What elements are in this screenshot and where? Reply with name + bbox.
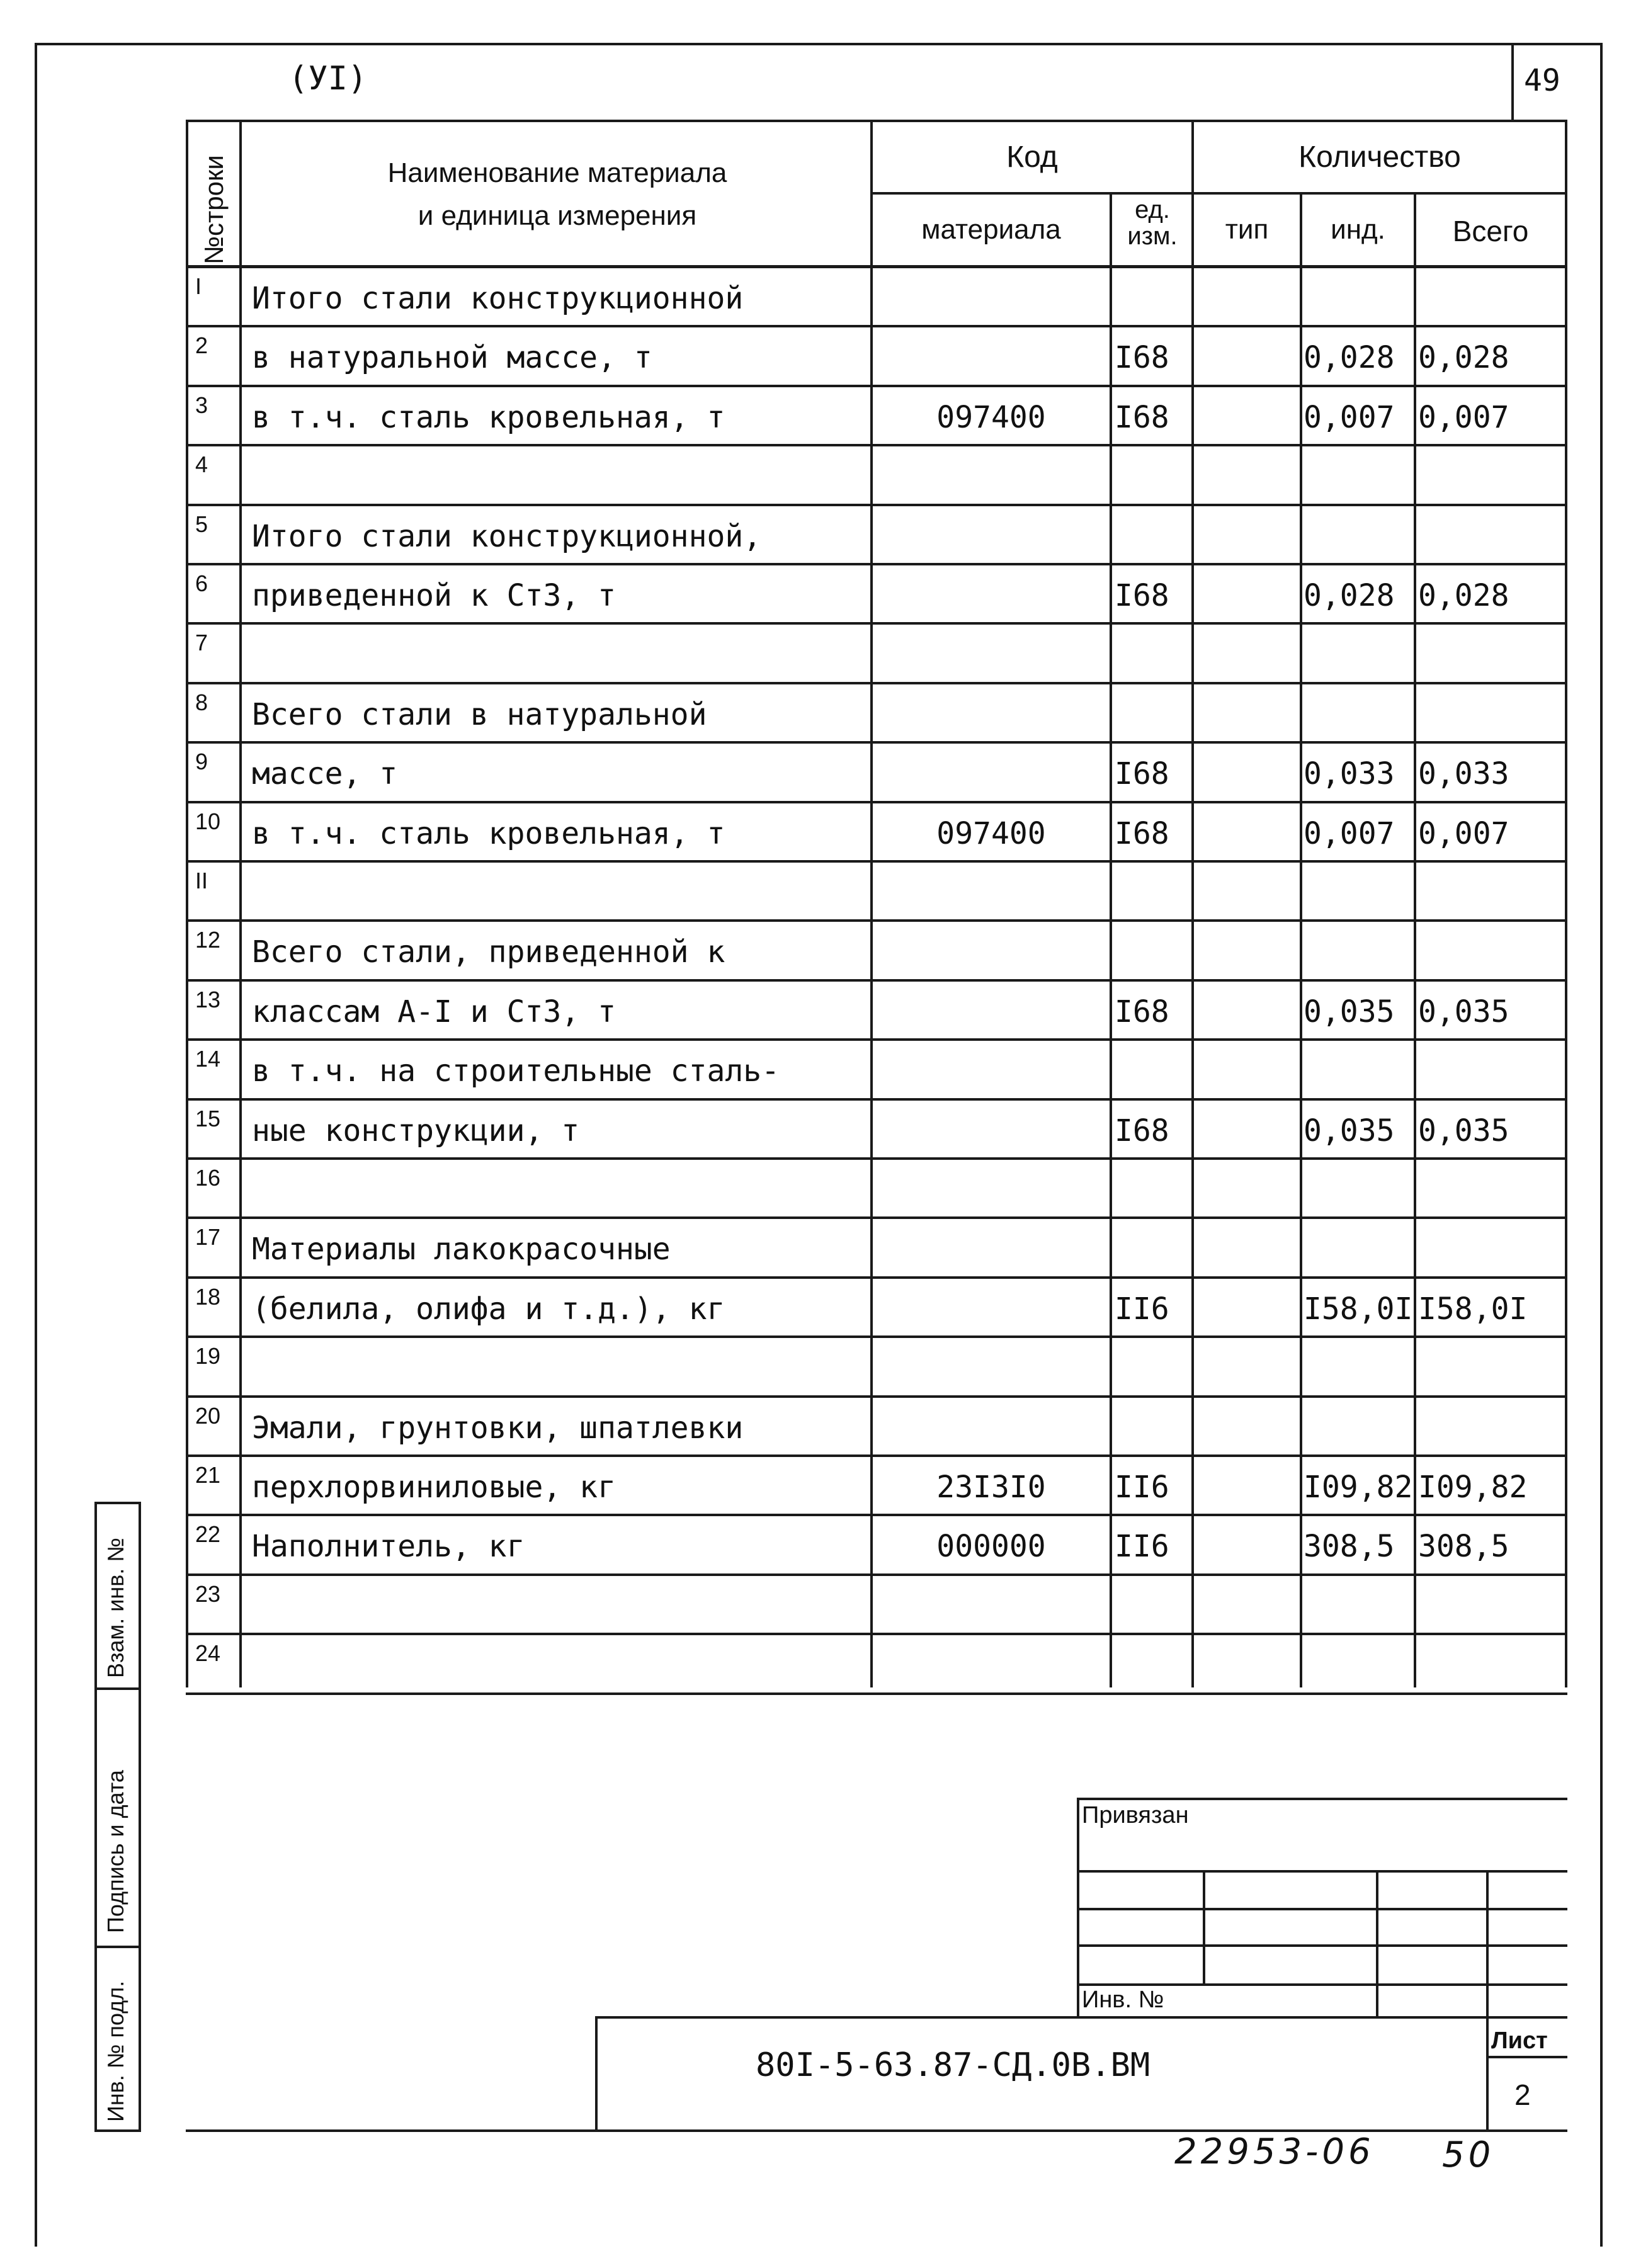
frame-left <box>35 43 37 2247</box>
row-line <box>186 1692 1567 1695</box>
title-top <box>595 2016 1567 2019</box>
row-line <box>186 1633 1567 1635</box>
handwritten-number: 22953-06 <box>1174 2131 1375 2172</box>
row-name: Материалы лакокрасочные <box>252 1232 671 1267</box>
priv-top <box>1077 1798 1567 1800</box>
row-line <box>186 385 1567 387</box>
row-line <box>186 741 1567 744</box>
row-number: 20 <box>195 1402 221 1429</box>
header-name-line2: и единица измерения <box>418 200 697 231</box>
row-unit: II6 <box>1115 1291 1169 1327</box>
row-unit: I68 <box>1115 578 1169 613</box>
row-line <box>186 860 1567 863</box>
row-code: 097400 <box>936 815 1046 851</box>
side-stamp-left <box>94 1502 97 2131</box>
row-total: 0,035 <box>1418 994 1509 1029</box>
row-name: массе, т <box>252 756 398 792</box>
row-number: 17 <box>195 1224 221 1250</box>
row-unit: I68 <box>1115 399 1169 435</box>
row-number: 14 <box>195 1046 221 1072</box>
row-total: I09,82 <box>1418 1470 1528 1505</box>
hdr-top <box>186 120 1567 122</box>
side-stamp-div2 <box>94 1946 141 1948</box>
row-line <box>186 979 1567 982</box>
header-name-line1: Наименование материала <box>387 157 727 188</box>
row-name: в натуральной массе, т <box>252 340 652 376</box>
row-ind: 0,035 <box>1304 994 1395 1029</box>
row-number: 2 <box>195 332 208 359</box>
row-ind: I58,0I <box>1304 1291 1413 1327</box>
title-left <box>595 2016 598 2131</box>
stamp-sheet-value: 2 <box>1514 2078 1531 2111</box>
row-number: 4 <box>195 451 208 478</box>
row-total: 0,028 <box>1418 578 1509 613</box>
col-line-left <box>186 120 188 1687</box>
row-number: 8 <box>195 689 208 715</box>
handwritten-page: 50 <box>1442 2135 1495 2175</box>
header-row-no: №строки <box>199 155 229 264</box>
row-total: I58,0I <box>1418 1291 1528 1327</box>
side-vzam: Взам. инв. № <box>103 1537 128 1678</box>
row-unit: II6 <box>1115 1529 1169 1565</box>
row-ind: I09,82 <box>1304 1470 1413 1505</box>
header-qty-ind: инд. <box>1331 214 1385 245</box>
row-total: 0,028 <box>1418 340 1509 376</box>
row-unit: I68 <box>1115 815 1169 851</box>
row-ind: 0,007 <box>1304 815 1395 851</box>
row-number: 19 <box>195 1343 221 1369</box>
side-stamp-right <box>139 1502 141 2131</box>
row-number: 3 <box>195 392 208 418</box>
col-line-code <box>1110 192 1112 1687</box>
row-unit: II6 <box>1115 1470 1169 1505</box>
row-number: 7 <box>195 630 208 656</box>
row-unit: I68 <box>1115 756 1169 792</box>
row-line <box>186 1573 1567 1576</box>
row-number: 18 <box>195 1283 221 1310</box>
row-line <box>186 1038 1567 1041</box>
priv-row2 <box>1077 1908 1567 1910</box>
row-ind: 0,007 <box>1304 399 1395 435</box>
row-unit: I68 <box>1115 1113 1169 1148</box>
row-line <box>186 325 1567 327</box>
row-number: 23 <box>195 1580 221 1607</box>
page-mark: (УI) <box>288 60 368 98</box>
row-line <box>186 1454 1567 1457</box>
row-total: 0,007 <box>1418 815 1509 851</box>
row-line <box>186 1395 1567 1398</box>
row-name: ные конструкции, т <box>252 1113 580 1148</box>
row-name: Всего стали, приведенной к <box>252 934 725 970</box>
col-line-name <box>870 120 873 1687</box>
side-stamp-bottom <box>94 2129 141 2132</box>
stamp-sheet-label: Лист <box>1491 2027 1548 2054</box>
row-number: I <box>195 273 202 299</box>
row-name: перхлорвиниловые, кг <box>252 1470 616 1505</box>
row-name: (белила, олифа и т.д.), кг <box>252 1291 725 1327</box>
priv-col3 <box>1486 1870 1489 2018</box>
row-ind: 0,028 <box>1304 340 1395 376</box>
row-number: 24 <box>195 1640 221 1667</box>
row-code: 23I3I0 <box>936 1470 1046 1505</box>
hdr-mid <box>870 192 1567 195</box>
row-line <box>186 504 1567 506</box>
row-code: 097400 <box>936 399 1046 435</box>
row-number: 10 <box>195 808 221 834</box>
header-code-unit: ед. изм. <box>1127 196 1178 250</box>
row-number: 16 <box>195 1165 221 1191</box>
frame-top <box>35 43 1603 45</box>
hdr-bottom <box>186 265 1567 268</box>
priv-row1 <box>1077 1870 1567 1873</box>
row-name: в т.ч. сталь кровельная, т <box>252 399 725 435</box>
row-line <box>186 622 1567 625</box>
priv-col1 <box>1203 1870 1205 1983</box>
row-total: 0,035 <box>1418 1113 1509 1148</box>
header-code-material: материала <box>921 214 1061 245</box>
row-name: Наполнитель, кг <box>252 1529 525 1565</box>
row-name: Всего стали в натуральной <box>252 696 707 732</box>
row-name: Итого стали конструкционной <box>252 281 744 316</box>
col-line-unit <box>1191 120 1194 1687</box>
row-line <box>186 1335 1567 1338</box>
row-ind: 0,028 <box>1304 578 1395 613</box>
row-line <box>186 1276 1567 1279</box>
row-total: 308,5 <box>1418 1529 1509 1565</box>
priv-row4 <box>1077 1983 1567 1986</box>
row-line <box>186 801 1567 803</box>
header-qty-type: тип <box>1225 214 1269 245</box>
header-qty-total: Всего <box>1452 215 1529 247</box>
priv-col2 <box>1376 1870 1378 2018</box>
row-line <box>186 1098 1567 1101</box>
row-ind: 0,035 <box>1304 1113 1395 1148</box>
row-number: II <box>195 868 208 893</box>
stamp-designation: 80I-5-63.87-СД.0В.ВМ <box>756 2046 1150 2084</box>
row-total: 0,033 <box>1418 756 1509 792</box>
stamp-privyazan: Привязан <box>1082 1802 1189 1829</box>
page-number: 49 <box>1524 63 1560 98</box>
row-number: 5 <box>195 511 208 537</box>
row-line <box>186 919 1567 922</box>
row-name: Итого стали конструкционной, <box>252 518 762 554</box>
row-line <box>186 563 1567 565</box>
row-number: 6 <box>195 570 208 596</box>
row-line <box>186 444 1567 446</box>
col-line-type <box>1300 192 1302 1687</box>
row-number: 12 <box>195 927 221 953</box>
header-qty-group: Количество <box>1298 140 1461 174</box>
row-line <box>186 1157 1567 1160</box>
row-name: Эмали, грунтовки, шпатлевки <box>252 1410 744 1446</box>
side-stamp-top <box>94 1502 141 1504</box>
row-name: классам А-I и Ст3, т <box>252 994 616 1029</box>
col-line-no <box>239 120 242 1687</box>
priv-row3 <box>1077 1944 1567 1947</box>
row-number: 21 <box>195 1462 221 1488</box>
side-podpis: Подпись и дата <box>103 1770 128 1933</box>
row-name: в т.ч. сталь кровельная, т <box>252 815 725 851</box>
title-sheet-left <box>1486 2016 1489 2131</box>
side-stamp-div1 <box>94 1687 141 1690</box>
row-unit: I68 <box>1115 340 1169 376</box>
col-line-ind <box>1414 192 1416 1687</box>
row-name: приведенной к Ст3, т <box>252 578 616 613</box>
row-number: 22 <box>195 1521 221 1548</box>
row-line <box>186 1216 1567 1219</box>
row-ind: 308,5 <box>1304 1529 1395 1565</box>
header-code-group: Код <box>1006 140 1058 174</box>
stamp-inv-no: Инв. № <box>1082 1987 1164 2013</box>
row-number: 9 <box>195 749 208 775</box>
row-line <box>186 1514 1567 1516</box>
row-code: 000000 <box>936 1529 1046 1565</box>
side-inv-podl: Инв. № подл. <box>103 1980 128 2122</box>
row-total: 0,007 <box>1418 399 1509 435</box>
row-line <box>186 682 1567 684</box>
row-ind: 0,033 <box>1304 756 1395 792</box>
row-name: в т.ч. на строительные сталь- <box>252 1053 780 1089</box>
title-sheet-mid <box>1486 2056 1567 2058</box>
row-unit: I68 <box>1115 994 1169 1029</box>
col-line-right <box>1565 120 1567 1687</box>
row-number: 13 <box>195 986 221 1012</box>
pagenum-box-left <box>1511 43 1514 122</box>
frame-right <box>1600 43 1603 2247</box>
row-number: 15 <box>195 1105 221 1131</box>
